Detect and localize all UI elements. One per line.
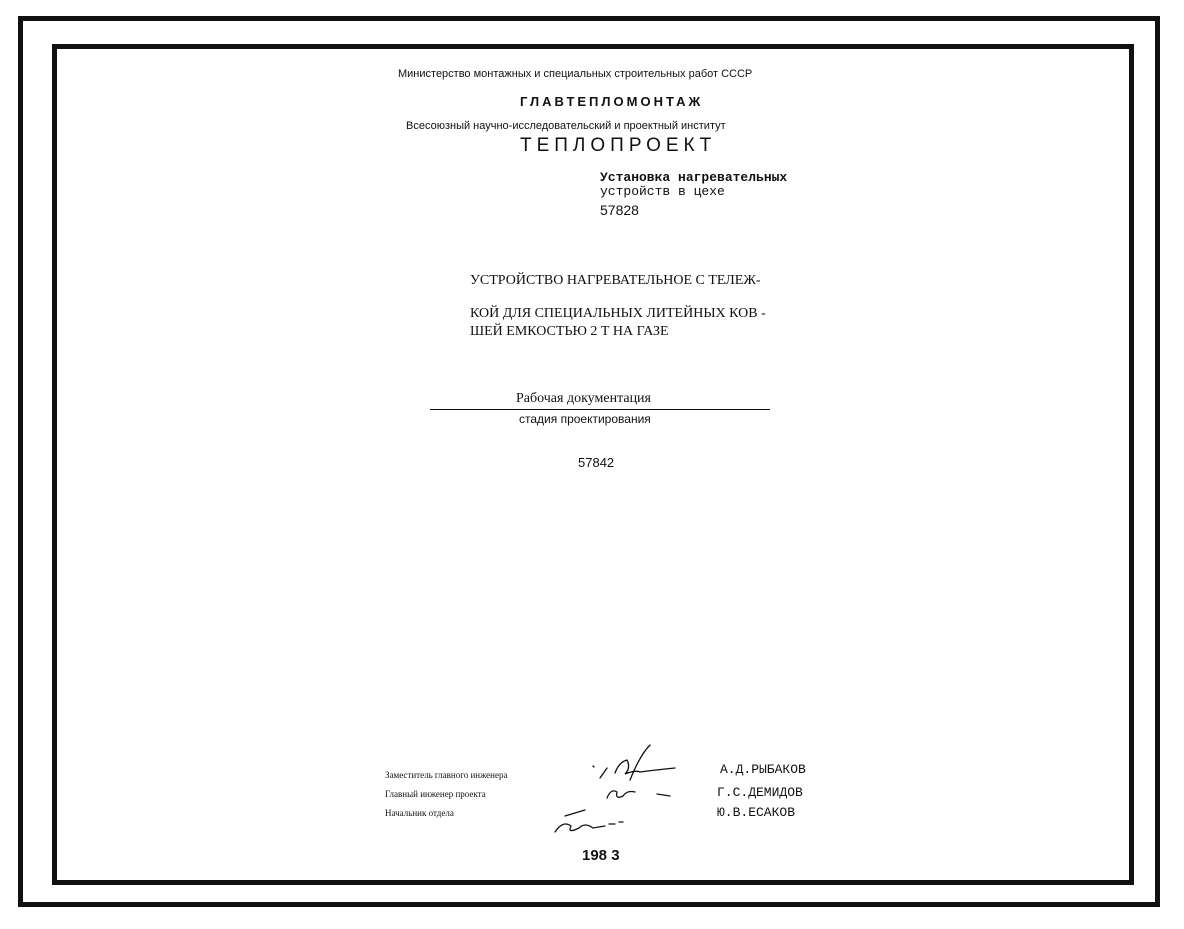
- divider-line: [430, 409, 770, 410]
- signatory-name: Г.С.ДЕМИДОВ: [717, 785, 803, 800]
- project-code: 57828: [600, 202, 639, 218]
- project-title-line-2: устройств в цехе: [600, 184, 725, 199]
- institute-name: ТЕПЛОПРОЕКТ: [520, 135, 717, 156]
- design-stage: стадия проектирования: [519, 412, 651, 426]
- year: 198 3: [582, 847, 620, 864]
- ministry-name: Министерство монтажных и специальных строительных работ СССР: [398, 68, 753, 80]
- document-title-line-3: ШЕЙ ЕМКОСТЬЮ 2 Т НА ГАЗЕ: [470, 324, 669, 339]
- documentation-type: Рабочая документация: [516, 391, 651, 406]
- document-number: 57842: [578, 455, 615, 470]
- project-title-line-1: Установка нагревательных: [600, 170, 788, 185]
- signatory-role: Начальник отдела: [385, 808, 454, 818]
- handwritten-signatures: [545, 740, 695, 840]
- signatory-name: А.Д.РЫБАКОВ: [720, 762, 806, 777]
- institute-description: Всесоюзный научно-исследовательский и проектный институт: [406, 120, 726, 132]
- document-title-line-2: КОЙ ДЛЯ СПЕЦИАЛЬНЫХ ЛИТЕЙНЫХ КОВ -: [470, 306, 766, 321]
- signatory-role: Заместитель главного инженера: [385, 770, 508, 780]
- document-title-line-1: УСТРОЙСТВО НАГРЕВАТЕЛЬНОЕ С ТЕЛЕЖ-: [470, 273, 761, 288]
- organization-name: ГЛАВТЕПЛОМОНТАЖ: [520, 94, 704, 109]
- signatory-role: Главный инженер проекта: [385, 789, 486, 799]
- signatory-name: Ю.В.ЕСАКОВ: [717, 805, 796, 820]
